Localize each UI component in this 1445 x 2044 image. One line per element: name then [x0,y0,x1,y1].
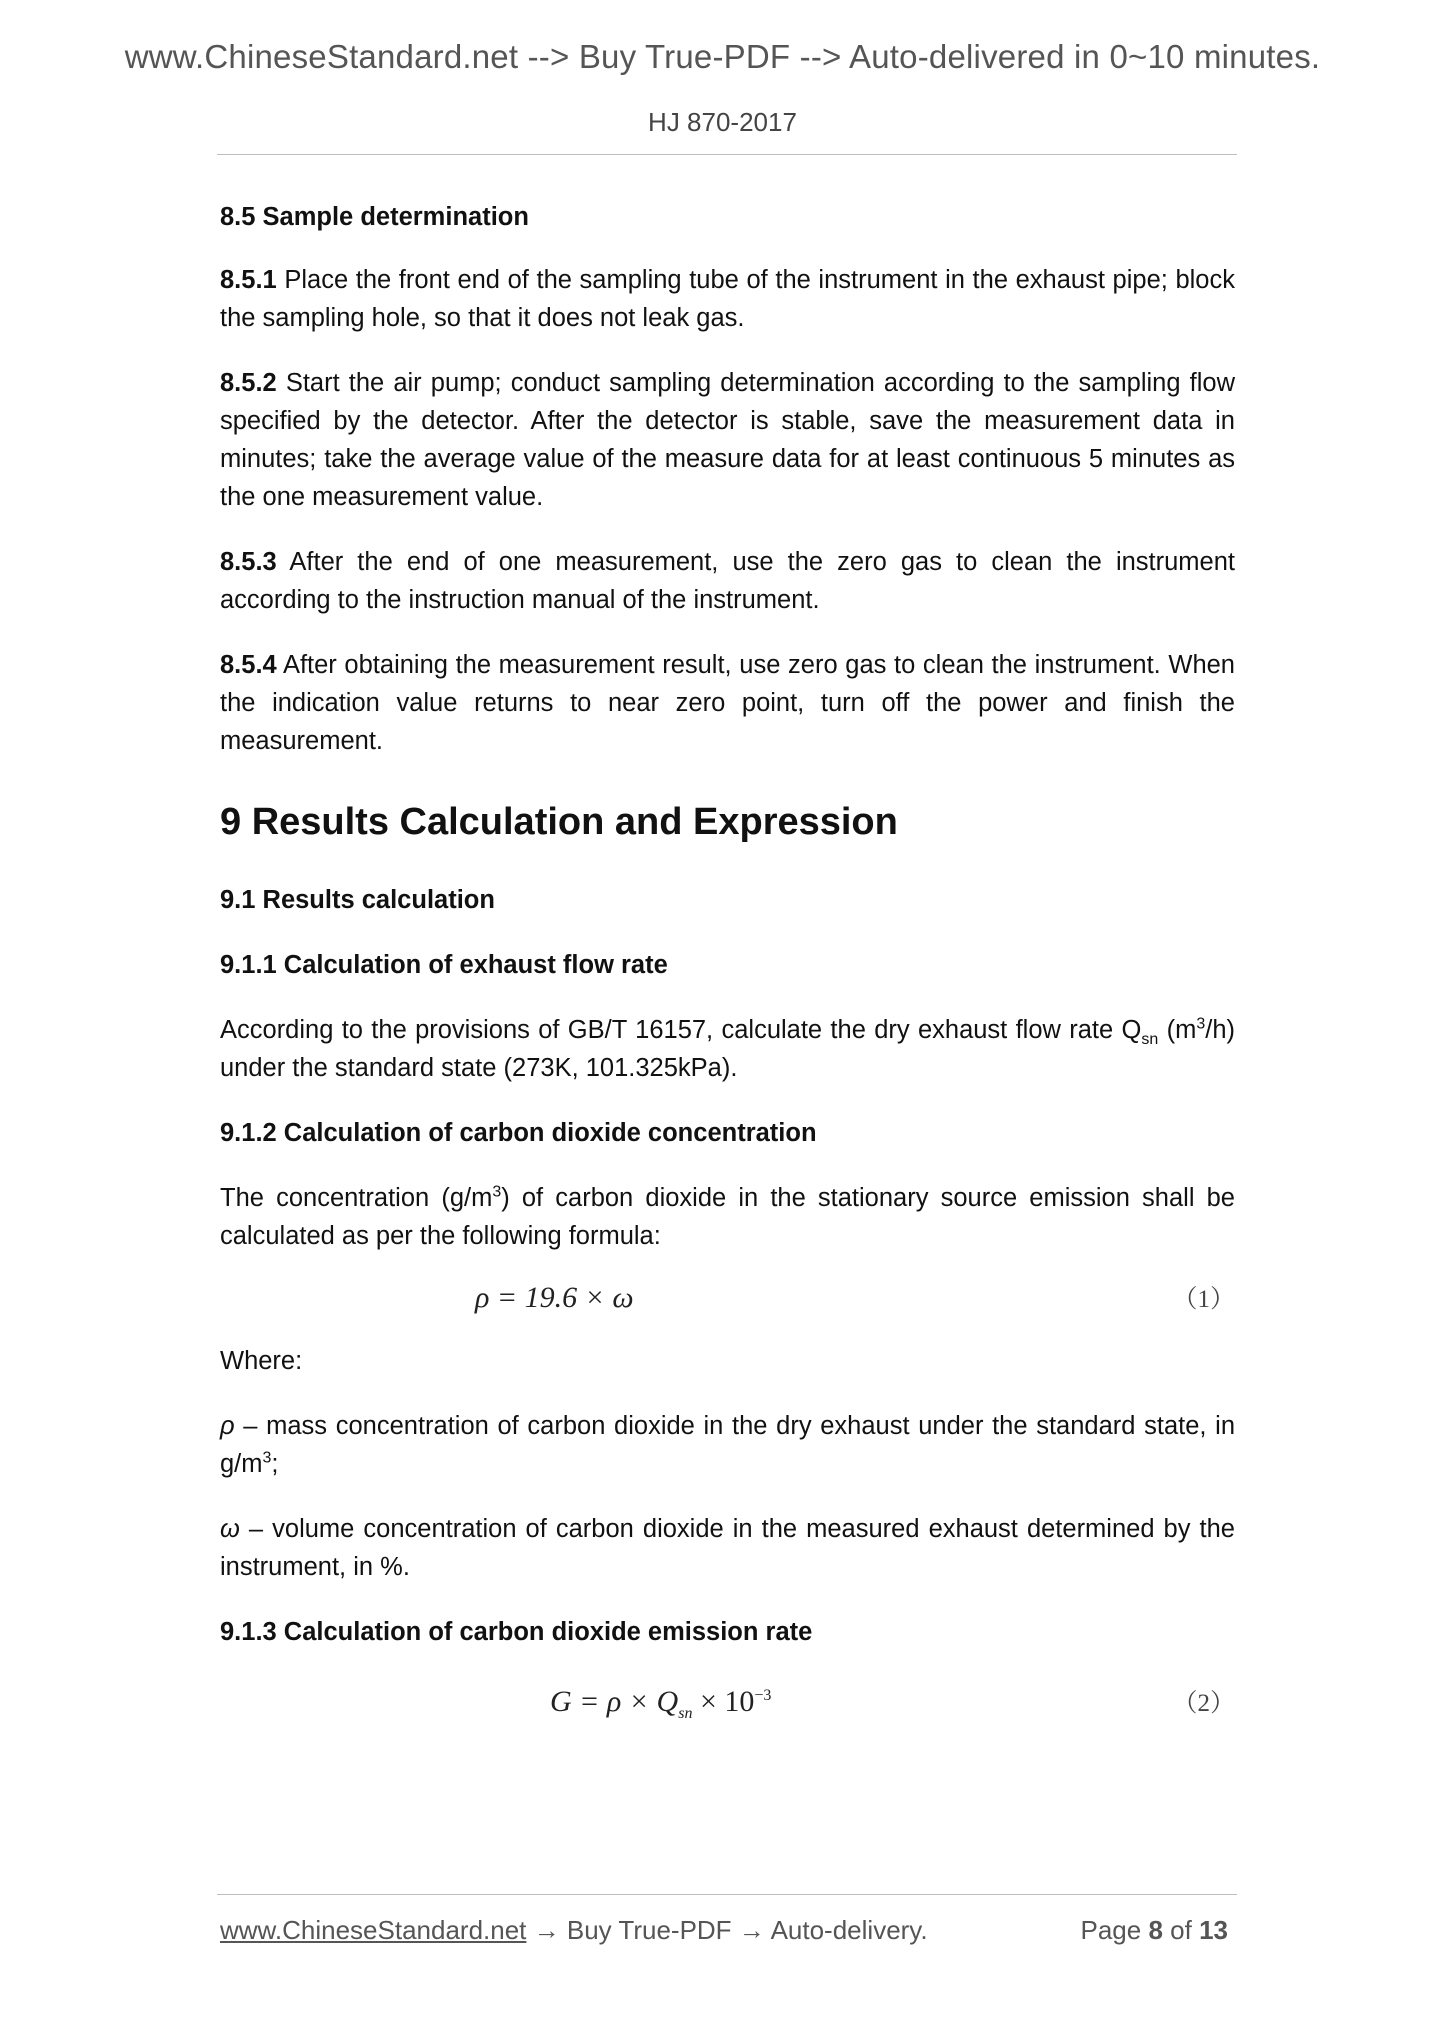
text-run: The concentration (g/m [220,1184,493,1212]
page-indicator [1080,1915,1228,1946]
header-banner: www.ChineseStandard.net --> Buy True-PDF --> Auto-delivered in 0~10 minutes. [124,38,1321,75]
superscript: 3 [1196,1015,1206,1033]
section-8-5-title: 8.5 Sample determination [220,203,529,231]
text-run: – volume concentration of carbon dioxide in the measured exhaust determined by the instrument, in %. [220,1515,1235,1581]
text-run: (m [1158,1016,1197,1044]
of-label: of [1170,1915,1192,1945]
chapter-9-title: 9 Results Calculation and Expression [220,801,898,843]
formula: ρ = 19.6 × ω [475,1281,634,1314]
header-divider [217,154,1237,155]
paragraph-8-5-4 [220,646,1235,760]
section-9-1-title: 9.1 Results calculation [220,886,495,914]
equation-number: （2） [1172,1690,1235,1717]
subscript: sn [678,1705,693,1722]
footer-divider [217,1894,1237,1895]
definition-omega [220,1510,1235,1586]
clause-text: Start the air pump; conduct sampling determination according to the sampling flow specified by the detector. After the detector is stable, save the measurement data in minutes; take the average value of the measure data for at least continuous 5 minutes as the one measurement value. [220,369,1235,511]
section-9-1-2-title: 9.1.2 Calculation of carbon dioxide concentration [220,1119,817,1147]
document-body [220,198,1235,1731]
symbol: ω [220,1515,240,1543]
equation-number: （1） [1172,1286,1235,1313]
clause-number: 8.5.4 [220,651,277,679]
paragraph-8-5-2 [220,364,1235,516]
superscript: −3 [754,1687,772,1704]
text-run: ) of carbon dioxide in the stationary source emission shall be calculated as per the following formula: [220,1184,1235,1250]
clause-text: Place the front end of the sampling tube of the instrument in the exhaust pipe; block the sampling hole, so that it does not leak gas. [220,266,1235,332]
clause-text: After obtaining the measurement result, use zero gas to clean the instrument. When the indication value returns to near zero point, turn off the power and finish the measurement. [220,651,1235,755]
text-run: – mass concentration of carbon dioxide in the dry exhaust under the standard state, in g/m [220,1412,1235,1478]
section-9-1-1-title: 9.1.1 Calculation of exhaust flow rate [220,951,668,979]
total-pages: 13 [1199,1915,1228,1945]
equation-1 [220,1279,1235,1327]
page-label: Page [1080,1915,1142,1945]
paragraph-9-1-1 [220,1011,1235,1087]
definition-rho [220,1407,1235,1483]
paragraph-8-5-3 [220,543,1235,619]
formula-part: × 10 [692,1685,755,1718]
text-run: /h) under the standard state (273K, 101.325kPa). [220,1016,1235,1082]
subscript: sn [1141,1031,1159,1049]
section-9-1-3-title: 9.1.3 Calculation of carbon dioxide emission rate [220,1618,813,1646]
paragraph-9-1-2 [220,1179,1235,1255]
superscript: 3 [262,1449,272,1467]
website-link[interactable]: www.ChineseStandard.net [220,1915,527,1945]
symbol: ρ [220,1412,235,1440]
text-run: ; [271,1450,279,1478]
equation-2 [220,1683,1235,1731]
superscript: 3 [492,1183,502,1201]
page-number: 8 [1148,1915,1163,1945]
footer-text: → Buy True-PDF → Auto-delivery. [526,1915,928,1945]
standard-code: HJ 870-2017 [648,107,797,137]
clause-number: 8.5.1 [220,266,277,294]
where-label: Where: [220,1347,303,1375]
formula [550,1683,771,1721]
clause-number: 8.5.3 [220,548,277,576]
clause-text: After the end of one measurement, use the zero gas to clean the instrument according to the instruction manual of the instrument. [220,548,1235,614]
clause-number: 8.5.2 [220,369,277,397]
paragraph-8-5-1 [220,261,1235,337]
formula-part: G = ρ × Q [550,1685,679,1718]
footer-left [220,1915,928,1946]
text-run: According to the provisions of GB/T 16157, calculate the dry exhaust flow rate Q [220,1016,1142,1044]
